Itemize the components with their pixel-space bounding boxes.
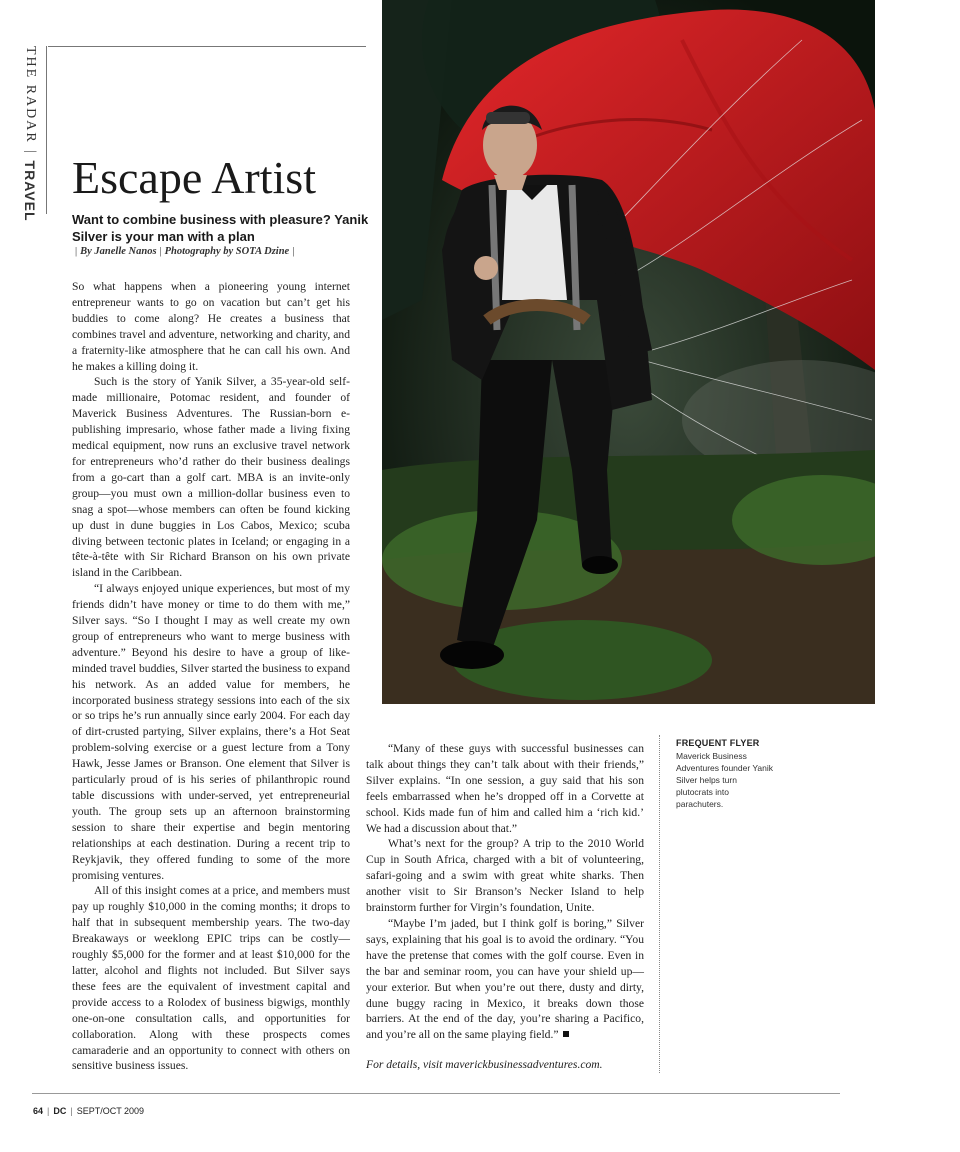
body-paragraph: “I always enjoyed unique experiences, but most of my friends didn’t have money or time to do them with me,” Silver says. “So I thought I may as well create my own group of entrepreneurs who want to merge business with adventure.” Beyond his desire to have a group of like-minded travel buddies, Silver started the business to expand his network. As an added value for members, he incorporated business strategy sessions into each of the six or so trips he’s run annually since early 2004. For each day of dirt-crusted partying, Silver explains, there’s a Hot Seat problem-solving exercise or a guest lecture from a Tony Hawk, Jesse James or Branson. One element that Silver is particularly proud of is his series of philanthropic round table discussions with under-served, yet entrepreneurial youth. The group sets up an afternoon brainstorming session to share their expertise and begin mentoring relationships at each destination. During a recent trip to Reykjavik, they offered funding to some of the more promising ventures. — [72, 582, 350, 882]
caption-text: Maverick Business Adventures founder Yanik Silver helps turn plutocrats into parachuters. — [676, 751, 774, 809]
photo-caption — [676, 738, 776, 810]
body-paragraph: All of this insight comes at a price, and members must pay up roughly $10,000 in the coming months; it drops to half that in subsequent membership years. The two-day Breakaways or weeklong EPIC trips can be costly—roughly $5,000 for the former and at least $10,000 for the latter, alcohol and flights not included. But Silver says these fees are the equivalent of investment capital and provide access to a Rolodex of business bigwigs, monthly one-on-one consultation calls, and opportunities for collaboration. Along with these prospects comes camaraderie and an opportunity to connect with others on sensitive business issues. — [72, 884, 350, 1073]
footer-rule — [32, 1093, 840, 1094]
section-travel: TRAVEL — [22, 160, 38, 222]
body-column-right — [366, 741, 644, 1073]
section-radar: THE RADAR — [23, 46, 38, 144]
details-link: For details, visit maverickbusinessadventures.com. — [366, 1058, 603, 1072]
photo-parachute-man-illustration — [382, 0, 875, 704]
body-paragraph: What’s next for the group? A trip to the 2010 World Cup in South Africa, charged with a bit of volunteering, safari-going and a swim with great white sharks. Then another visit to Sir Branson’s Necker Island to help brainstorm further for Virgin’s foundation, Unite. — [366, 837, 644, 915]
page-number: 64 — [33, 1106, 44, 1116]
section-separator: | — [23, 149, 38, 155]
body-paragraph — [366, 916, 644, 1043]
byline: | By Janelle Nanos | Photography by SOTA Dzine | — [75, 246, 295, 257]
caption-heading: FREQUENT FLYER — [676, 738, 760, 748]
body-column-left — [72, 279, 350, 1074]
deck: Want to combine business with pleasure? Yanik Silver is your man with a plan — [72, 212, 369, 244]
headline: Escape Artist — [72, 152, 316, 203]
header-rule — [48, 46, 366, 47]
issue-date: SEPT/OCT 2009 — [76, 1106, 145, 1116]
page-footer: 64 | DC | SEPT/OCT 2009 — [33, 1106, 145, 1116]
body-paragraph: Such is the story of Yanik Silver, a 35-year-old self-made millionaire, Potomac resident, and founder of Maverick Business Adventures. The Russian-born e-publishing impresario, whose father made a living fixing medical equipment, now runs an exclusive travel network for entrepreneurs who’d rather do their business dealings from a go-cart than a golf cart. MBA is an invite-only group—you must own a million-dollar business even to snag a spot—whose members can often be found kicking up dust in dune buggies in Los Cabos, Mexico; scuba diving between tectonic plates in Iceland; or engaging in a tête-à-tête with Sir Richard Branson on his own private island in the Caribbean. — [72, 375, 350, 580]
section-label — [22, 46, 38, 222]
feature-photo — [382, 0, 875, 704]
body-paragraph: “Many of these guys with successful businesses can talk about things they can’t talk about with their friends,” Silver explains. “In one session, a guy said that his son feels embarrassed when he’s dropped off in a Corvette at school. Kids made fun of him and called him a ‘rich kid.’ We had a discussion about that.” — [366, 742, 644, 835]
byline-author: By Janelle Nanos — [80, 246, 157, 257]
closing-paragraph-text: “Maybe I’m jaded, but I think golf is boring,” Silver says, explaining that his goal is to avoid the ordinary. “You have the pretense that comes with the golf course. Even in the bar and seminar room, you can have your shield up—your exterior. But when you’re out there, dusty and dirty, dune buggy racing in Mexico, it breaks down those barriers. At the end of the day, you’re sharing a Pacifico, and you’re all on the same playing field.” — [366, 916, 644, 1042]
caption-divider — [659, 735, 660, 1073]
magazine-name: DC — [53, 1106, 67, 1116]
body-paragraph: So what happens when a pioneering young internet entrepreneur wants to go on vacation but can’t get his buddies to come along? He creates a business that combines travel and adventure, networking and charity, and a fraternity-like atmosphere that he can call his own. And he makes a killing doing it. — [72, 280, 350, 373]
end-mark-icon — [563, 1031, 569, 1037]
byline-photo: Photography by SOTA Dzine — [164, 246, 290, 257]
header-side-rule — [46, 46, 47, 214]
